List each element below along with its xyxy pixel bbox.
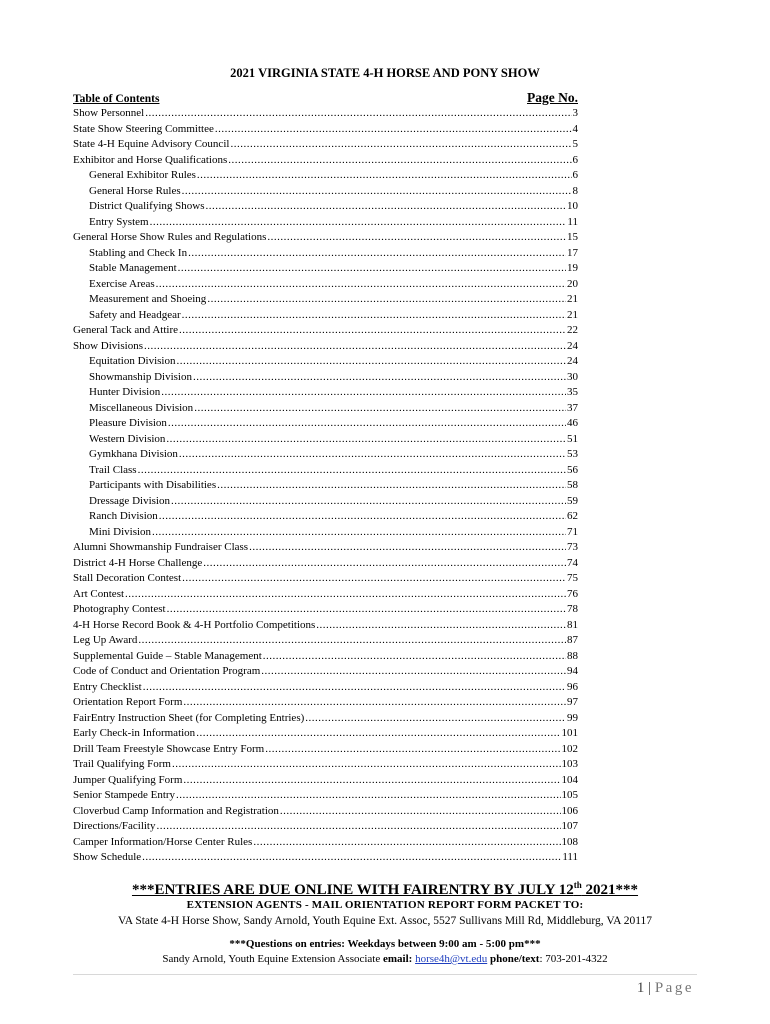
extension-agents-line: EXTENSION AGENTS - MAIL ORIENTATION REPORT FORM PACKET TO: bbox=[186, 899, 584, 911]
dot-leader bbox=[183, 773, 560, 789]
toc-entry-title: Entry System bbox=[89, 215, 149, 228]
dot-leader bbox=[167, 602, 566, 618]
toc-entry-title: Cloverbud Camp Information and Registration bbox=[73, 804, 279, 817]
email-link[interactable]: horse4h@vt.edu bbox=[415, 953, 488, 965]
toc-entry-title: State 4-H Equine Advisory Council bbox=[73, 138, 230, 150]
dot-leader bbox=[267, 230, 566, 246]
toc-entry-title: 4-H Horse Record Book & 4-H Portfolio Competitions bbox=[73, 618, 316, 631]
toc-entry[interactable] bbox=[73, 695, 578, 711]
toc-entry-title: Early Check-in Information bbox=[73, 727, 196, 739]
dot-leader bbox=[206, 199, 567, 215]
toc-entry-title: Participants with Disabilities bbox=[89, 479, 217, 491]
toc-entry[interactable] bbox=[73, 819, 578, 835]
toc-entry-title: General Tack and Attire bbox=[73, 324, 179, 336]
toc-entry-title: Directions/Facility bbox=[73, 820, 156, 832]
toc-entry[interactable] bbox=[73, 571, 578, 587]
footer-divider bbox=[73, 974, 697, 975]
toc-entry-page: 3 bbox=[572, 107, 578, 119]
toc-entry-page: 35 bbox=[567, 386, 578, 398]
toc-entry-page: 58 bbox=[567, 479, 578, 491]
toc-entry[interactable] bbox=[73, 215, 578, 231]
toc-entry-title: Photography Contest bbox=[73, 603, 166, 615]
toc-entry-title: District 4-H Horse Challenge bbox=[73, 556, 203, 569]
toc-entry-page: 88 bbox=[567, 649, 578, 662]
toc-entry[interactable] bbox=[73, 633, 578, 649]
toc-entry-page: 87 bbox=[567, 634, 578, 646]
toc-entry-page: 19 bbox=[567, 262, 578, 274]
dot-leader bbox=[166, 432, 566, 448]
toc-entry-title: Safety and Headgear bbox=[89, 308, 181, 321]
toc-entry[interactable] bbox=[73, 354, 578, 370]
toc-entry-title: Trail Class bbox=[89, 463, 137, 476]
toc-entry[interactable] bbox=[73, 835, 578, 851]
toc-entry-page: 51 bbox=[567, 432, 578, 445]
toc-entry[interactable] bbox=[73, 540, 578, 556]
toc-entry[interactable] bbox=[73, 757, 578, 773]
toc-entry-page: 17 bbox=[567, 246, 578, 259]
toc-entry-page: 106 bbox=[561, 804, 578, 817]
toc-entry[interactable] bbox=[73, 323, 578, 339]
dot-leader bbox=[176, 354, 566, 370]
dot-leader bbox=[305, 711, 566, 727]
dot-leader bbox=[261, 664, 566, 680]
toc-entry-title: Miscellaneous Division bbox=[89, 401, 194, 414]
toc-entry-page: 71 bbox=[567, 525, 578, 538]
dot-leader bbox=[156, 819, 560, 835]
toc-entry-title: Dressage Division bbox=[89, 494, 170, 507]
toc-entry-title: Alumni Showmanship Fundraiser Class bbox=[73, 541, 249, 553]
toc-entry[interactable] bbox=[73, 618, 578, 634]
toc-entry-page: 21 bbox=[567, 293, 578, 305]
dot-leader bbox=[188, 246, 566, 262]
toc-entry[interactable] bbox=[73, 602, 578, 618]
dot-leader bbox=[138, 463, 566, 479]
toc-entry-title: Hunter Division bbox=[89, 386, 161, 398]
toc-entry-title: Exhibitor and Horse Qualifications bbox=[73, 153, 228, 166]
toc-entry-title: Ranch Division bbox=[89, 510, 158, 522]
toc-entry-page: 78 bbox=[567, 603, 578, 615]
toc-entry[interactable] bbox=[73, 184, 578, 200]
toc-entry-page: 97 bbox=[567, 696, 578, 708]
toc-entry-page: 102 bbox=[561, 742, 578, 755]
dot-leader bbox=[280, 804, 561, 820]
dot-leader bbox=[168, 416, 566, 432]
toc-entry-page: 22 bbox=[567, 324, 578, 336]
toc-entry-title: Stable Management bbox=[89, 262, 177, 274]
toc-entry-title: FairEntry Instruction Sheet (for Completing Entries) bbox=[73, 711, 305, 724]
toc-entry[interactable] bbox=[73, 292, 578, 308]
dot-leader bbox=[316, 618, 566, 634]
toc-entry-page: 101 bbox=[561, 727, 578, 739]
toc-entry-page: 11 bbox=[567, 215, 578, 228]
toc-entry[interactable] bbox=[73, 401, 578, 417]
toc-entry-page: 111 bbox=[562, 851, 578, 863]
toc-entry[interactable] bbox=[73, 416, 578, 432]
dot-leader bbox=[182, 308, 566, 324]
document-title: 2021 VIRGINIA STATE 4-H HORSE AND PONY SHOW bbox=[230, 66, 540, 80]
toc-entry[interactable] bbox=[73, 447, 578, 463]
dot-leader bbox=[217, 478, 566, 494]
toc-entry[interactable] bbox=[73, 788, 578, 804]
toc-entry[interactable] bbox=[73, 168, 578, 184]
toc-entry-page: 62 bbox=[567, 510, 578, 522]
toc-entry-page: 46 bbox=[567, 417, 578, 429]
toc-entry-page: 105 bbox=[561, 789, 578, 801]
email-label: email: bbox=[382, 953, 413, 965]
toc-entry[interactable] bbox=[73, 494, 578, 510]
toc-entry[interactable] bbox=[73, 773, 578, 789]
toc-entry-page: 94 bbox=[567, 665, 578, 677]
dot-leader bbox=[159, 509, 566, 525]
toc-entry-title: Art Contest bbox=[73, 587, 125, 600]
toc-entry-title: General Horse Rules bbox=[89, 184, 181, 197]
dot-leader bbox=[150, 215, 567, 231]
contact-name: Sandy Arnold, Youth Equine Extension Associate bbox=[162, 953, 381, 965]
toc-entry-page: 76 bbox=[567, 587, 578, 600]
phone-label: phone/text bbox=[489, 953, 540, 965]
toc-entry[interactable] bbox=[73, 509, 578, 525]
toc-entry-page: 6 bbox=[572, 169, 578, 181]
toc-heading: Table of Contents bbox=[73, 93, 160, 105]
toc-entry-page: 96 bbox=[567, 680, 578, 693]
toc-entry[interactable] bbox=[73, 137, 578, 153]
dot-leader bbox=[171, 494, 566, 510]
toc-entry-page: 37 bbox=[567, 401, 578, 414]
toc-entry-title: Senior Stampede Entry bbox=[73, 789, 176, 801]
toc-entry-title: Leg Up Award bbox=[73, 634, 138, 646]
toc-entry-title: Orientation Report Form bbox=[73, 696, 183, 708]
toc-entry-title: General Horse Show Rules and Regulations bbox=[73, 231, 267, 243]
toc-entry[interactable] bbox=[73, 339, 578, 355]
toc-entry-title: Gymkhana Division bbox=[89, 448, 178, 460]
entries-due-banner bbox=[0, 880, 770, 899]
toc-entry-page: 53 bbox=[567, 448, 578, 460]
questions-line: ***Questions on entries: Weekdays between 9:00 am - 5:00 pm*** bbox=[229, 938, 541, 950]
toc-header bbox=[73, 90, 578, 106]
contact-line bbox=[0, 953, 770, 965]
dot-leader bbox=[179, 447, 566, 463]
dot-leader bbox=[183, 695, 566, 711]
toc-entry[interactable] bbox=[73, 463, 578, 479]
dot-leader bbox=[215, 122, 572, 138]
toc-entry[interactable] bbox=[73, 556, 578, 572]
toc-entry[interactable] bbox=[73, 199, 578, 215]
banner-text: ***ENTRIES ARE DUE ONLINE WITH FAIRENTRY BY JULY 12 bbox=[131, 882, 574, 898]
dot-leader bbox=[125, 587, 566, 603]
toc-entry-page: 56 bbox=[567, 463, 578, 476]
toc-entry-page: 59 bbox=[567, 494, 578, 507]
toc-entry-page: 21 bbox=[567, 308, 578, 321]
dot-leader bbox=[203, 556, 566, 572]
dot-leader bbox=[179, 323, 566, 339]
toc-entry-page: 6 bbox=[572, 153, 578, 166]
dot-leader bbox=[161, 385, 566, 401]
dot-leader bbox=[230, 137, 571, 153]
toc-entry[interactable] bbox=[73, 742, 578, 758]
dot-leader bbox=[138, 633, 566, 649]
toc-entry-title: Equitation Division bbox=[89, 355, 176, 367]
dot-leader bbox=[196, 726, 560, 742]
toc-entry[interactable] bbox=[73, 478, 578, 494]
toc-entry-title: Camper Information/Horse Center Rules bbox=[73, 835, 253, 848]
toc-entry-title: Pleasure Division bbox=[89, 417, 167, 429]
dot-leader bbox=[172, 757, 561, 773]
toc-entry-title: Show Divisions bbox=[73, 339, 143, 352]
toc-entry[interactable] bbox=[73, 122, 578, 138]
phone-number: : 703-201-4322 bbox=[539, 953, 608, 965]
toc-entry-title: Showmanship Division bbox=[89, 370, 192, 383]
dot-leader bbox=[143, 680, 566, 696]
toc-entry-page: 81 bbox=[567, 618, 578, 631]
toc-entry[interactable] bbox=[73, 277, 578, 293]
toc-entry-page: 104 bbox=[561, 773, 578, 786]
dot-leader bbox=[182, 184, 572, 200]
toc-entry-page: 10 bbox=[567, 200, 578, 212]
toc-entry-page: 24 bbox=[567, 339, 578, 352]
toc-entry-page: 30 bbox=[567, 370, 578, 383]
toc-entry-page: 108 bbox=[561, 835, 578, 848]
toc-entry[interactable] bbox=[73, 370, 578, 386]
dot-leader bbox=[193, 370, 566, 386]
page-number-heading: Page No. bbox=[527, 90, 578, 105]
toc-entry-title: Exercise Areas bbox=[89, 277, 155, 290]
dot-leader bbox=[263, 649, 566, 665]
banner-suffix: 2021*** bbox=[581, 882, 639, 898]
page-number: 1 bbox=[636, 980, 645, 996]
dot-leader bbox=[194, 401, 566, 417]
toc-entry[interactable] bbox=[73, 432, 578, 448]
toc-entry[interactable] bbox=[73, 261, 578, 277]
toc-entry-title: Trail Qualifying Form bbox=[73, 758, 171, 770]
page-separator: | bbox=[644, 980, 655, 996]
toc-entry-page: 5 bbox=[572, 138, 578, 150]
toc-entry-title: Stall Decoration Contest bbox=[73, 572, 182, 584]
dot-leader bbox=[228, 153, 571, 169]
toc-entry-page: 99 bbox=[567, 711, 578, 724]
dot-leader bbox=[142, 850, 561, 866]
dot-leader bbox=[152, 525, 566, 541]
toc-entry[interactable] bbox=[73, 106, 578, 122]
toc-entry-page: 107 bbox=[561, 820, 578, 832]
toc-entry[interactable] bbox=[73, 587, 578, 603]
toc-entry-title: Measurement and Shoeing bbox=[89, 293, 207, 305]
banner-superscript: th bbox=[573, 880, 582, 890]
dot-leader bbox=[178, 261, 566, 277]
toc-entry-page: 24 bbox=[567, 355, 578, 367]
toc-entry-title: Drill Team Freestyle Showcase Entry Form bbox=[73, 742, 265, 755]
toc-entry-title: Entry Checklist bbox=[73, 680, 142, 693]
toc-entry[interactable] bbox=[73, 804, 578, 820]
dot-leader bbox=[176, 788, 560, 804]
toc-entry-title: Show Personnel bbox=[73, 107, 145, 119]
toc-entry-page: 103 bbox=[561, 758, 578, 770]
toc-entry-page: 73 bbox=[567, 541, 578, 553]
table-of-contents bbox=[73, 106, 578, 866]
toc-entry[interactable] bbox=[73, 308, 578, 324]
toc-entry-title: Supplemental Guide – Stable Management bbox=[73, 649, 262, 662]
toc-entry-page: 20 bbox=[567, 277, 578, 290]
toc-entry-page: 4 bbox=[572, 122, 578, 135]
toc-entry-title: Code of Conduct and Orientation Program bbox=[73, 665, 261, 677]
toc-entry[interactable] bbox=[73, 680, 578, 696]
toc-entry[interactable] bbox=[73, 246, 578, 262]
toc-entry[interactable] bbox=[73, 649, 578, 665]
toc-entry[interactable] bbox=[73, 385, 578, 401]
dot-leader bbox=[253, 835, 560, 851]
toc-entry-title: Jumper Qualifying Form bbox=[73, 773, 183, 786]
toc-entry-title: State Show Steering Committee bbox=[73, 122, 214, 135]
toc-entry[interactable] bbox=[73, 850, 578, 866]
dot-leader bbox=[144, 339, 566, 355]
toc-entry-page: 74 bbox=[567, 556, 578, 569]
dot-leader bbox=[249, 540, 566, 556]
dot-leader bbox=[207, 292, 566, 308]
mailing-address: VA State 4-H Horse Show, Sandy Arnold, Youth Equine Ext. Assoc, 5527 Sullivans Mill Rd, Middleburg, VA 20117 bbox=[117, 915, 653, 927]
toc-entry[interactable] bbox=[73, 711, 578, 727]
dot-leader bbox=[182, 571, 566, 587]
toc-entry[interactable] bbox=[73, 726, 578, 742]
toc-entry-title: Mini Division bbox=[89, 525, 152, 538]
page-footer bbox=[637, 980, 694, 997]
dot-leader bbox=[156, 277, 566, 293]
toc-entry-title: District Qualifying Shows bbox=[89, 200, 205, 212]
toc-entry-title: General Exhibitor Rules bbox=[89, 169, 196, 181]
toc-entry[interactable] bbox=[73, 230, 578, 246]
toc-entry-title: Show Schedule bbox=[73, 851, 142, 863]
toc-entry-page: 75 bbox=[567, 572, 578, 584]
dot-leader bbox=[265, 742, 560, 758]
toc-entry[interactable] bbox=[73, 525, 578, 541]
toc-entry[interactable] bbox=[73, 153, 578, 169]
toc-entry-page: 15 bbox=[567, 231, 578, 243]
toc-entry[interactable] bbox=[73, 664, 578, 680]
dot-leader bbox=[145, 106, 571, 122]
toc-entry-title: Western Division bbox=[89, 432, 166, 445]
toc-entry-title: Stabling and Check In bbox=[89, 246, 188, 259]
page-label: Page bbox=[654, 980, 694, 996]
dot-leader bbox=[197, 168, 572, 184]
toc-entry-page: 8 bbox=[572, 184, 578, 197]
